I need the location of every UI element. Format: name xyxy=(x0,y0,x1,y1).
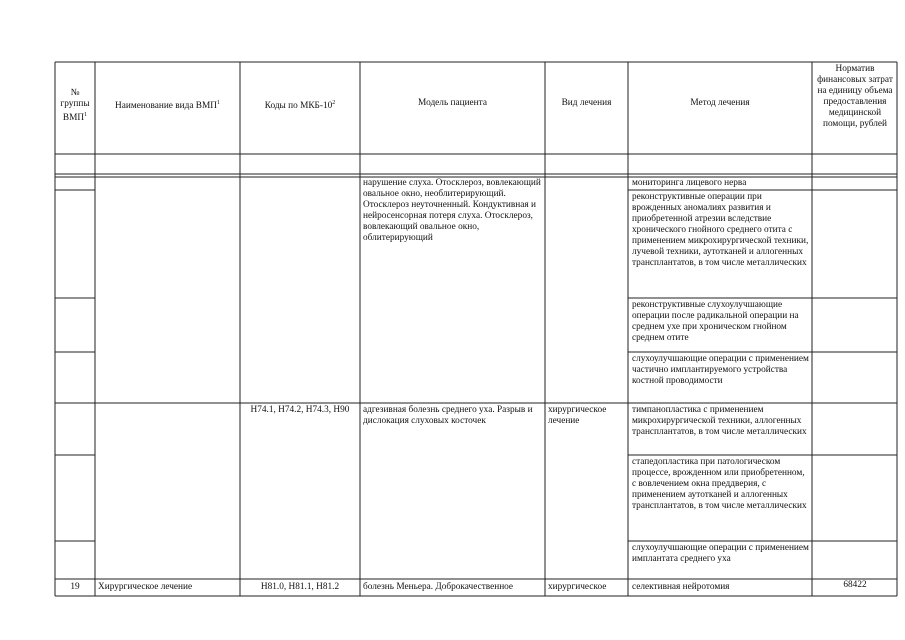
header-icd-codes: Коды по МКБ-$10^2$ xyxy=(264,100,336,112)
icd-codes-h74: H74.1, H74.2, H74.3, H90 xyxy=(250,405,350,415)
method-tympanoplasty: тимпанопластика с применением микрохирургической техники, аллогенных трансплантатов, в том числе металлических xyxy=(632,405,807,437)
method-bone-conduction-implant: слухоулучшающие операции с применением частично имплантируемого устройства костной проводимости xyxy=(632,354,809,386)
header-vmp-name: Наименование вида ВМП$^1$ xyxy=(115,100,220,112)
method-facial-nerve-monitoring: мониторинга лицевого нерва xyxy=(632,178,747,188)
header-treatment-type: Вид лечения xyxy=(561,98,612,108)
vmp-name-surgical: Хирургическое лечение xyxy=(98,582,193,592)
patient-model-otosclerosis: нарушение слуха. Отосклероз, вовлекающий овальное окно, необлитерирующий. Отосклероз неуточненный. Кондуктивная и нейросенсорная потеря слуха. Отосклероз, вовлекающий овальное окно, облитерирующий xyxy=(363,178,541,243)
method-selective-neurotomy: селективная нейротомия xyxy=(632,582,730,592)
patient-model-meniere: болезнь Меньера. Доброкачественное xyxy=(363,582,514,592)
method-middle-ear-implant: слухоулучшающие операции с применением имплантата среднего уха xyxy=(632,543,809,564)
icd-codes-h81: H81.0, H81.1, H81.2 xyxy=(260,582,340,592)
header-norm-cost: Норматив финансовых затрат на единицу объема предоставления медицинской помощи, рублей xyxy=(817,64,893,129)
treatment-type-surgical: хирургическое лечение xyxy=(548,405,607,426)
method-reconstructive-atresia: реконструктивные операции при врожденных аномалиях развития и приобретенной атрезии вследствие хронического гнойного среднего отита с применением микрохирургической техники, лучевой техники, аутотканей и аллогенных трансплантатов, в том числе металлических xyxy=(632,192,809,268)
patient-model-adhesive: адгезивная болезнь среднего уха. Разрыв и дислокация слуховых косточек xyxy=(363,405,533,426)
norm-cost-value: 68422 xyxy=(843,580,867,590)
header-patient-model: Модель пациента xyxy=(418,98,487,108)
group-no-19: 19 xyxy=(70,582,80,592)
header-treatment-method: Метод лечения xyxy=(690,98,750,108)
method-stapedoplasty: стапедопластика при патологическом процессе, врожденном или приобретенном, с вовлечением окна преддверия, с применением аутотканей и аллогенных трансплантатов, в том числе металлических xyxy=(632,457,807,511)
method-reconstructive-post-radical: реконструктивные слухоулучшающие операции после радикальной операции на среднем ухе при хроническом гнойном среднем отите xyxy=(632,300,799,343)
header-group-no: № группы ВМП$^1$ xyxy=(60,88,90,124)
treatment-type-surgical-19: хирургическое xyxy=(548,582,607,592)
